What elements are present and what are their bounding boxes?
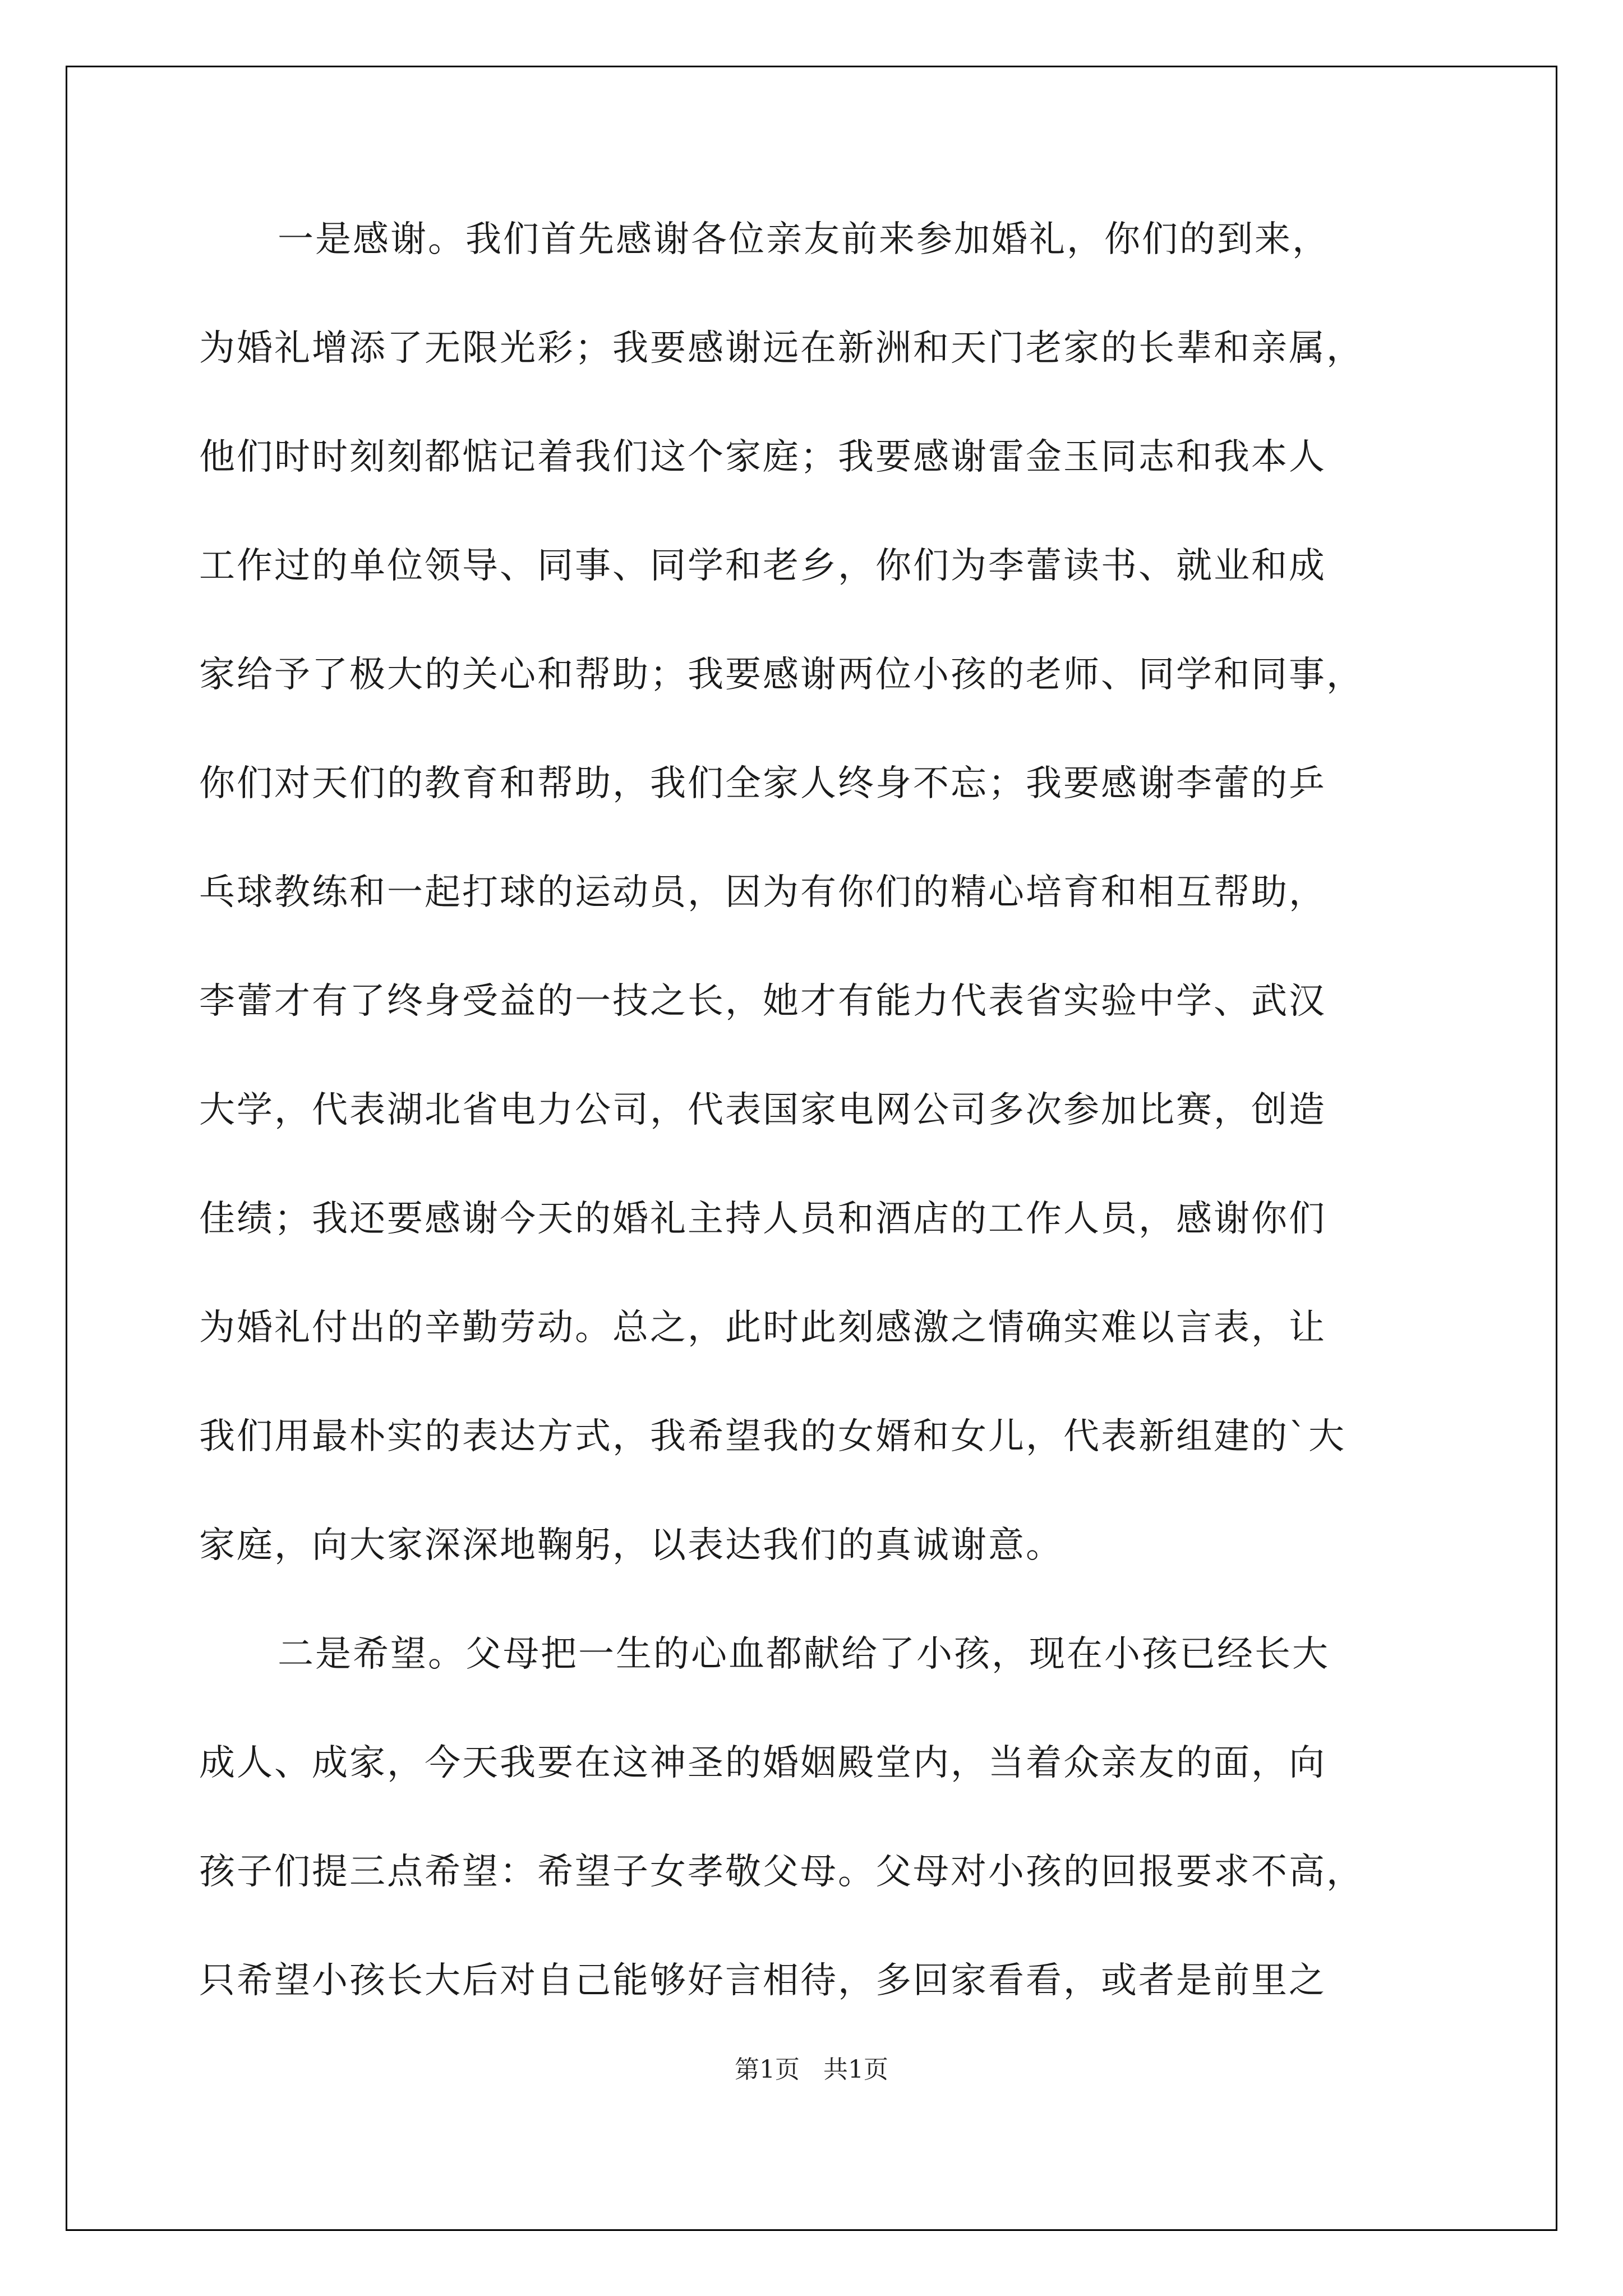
text-line: 大学，代表湖北省电力公司，代表国家电网公司多次参加比赛，创造 [199, 1089, 1326, 1131]
page-footer [0, 2053, 1623, 2087]
text-line: 李蕾才有了终身受益的一技之长，她才有能力代表省实验中学、武汉 [199, 981, 1326, 1022]
text-line: 只希望小孩长大后对自己能够好言相待，多回家看看，或者是前里之 [199, 1960, 1326, 2001]
page-number: 第1页 [735, 2055, 800, 2084]
text-line: 他们时时刻刻都惦记着我们这个家庭；我要感谢雷金玉同志和我本人 [199, 436, 1326, 478]
text-line: 一是感谢。我们首先感谢各位亲友前来参加婚礼，你们的到来， [278, 219, 1330, 260]
text-line: 乓球教练和一起打球的运动员，因为有你们的精心培育和相互帮助， [199, 872, 1326, 913]
text-line: 二是希望。父母把一生的心血都献给了小孩，现在小孩已经长大 [278, 1634, 1330, 1675]
text-line: 为婚礼增添了无限光彩；我要感谢远在新洲和天门老家的长辈和亲属， [199, 328, 1364, 369]
document-body [199, 185, 1450, 2035]
text-line: 孩子们提三点希望：希望子女孝敬父母。父母对小孩的回报要求不高， [199, 1851, 1364, 1893]
text-line: 佳绩；我还要感谢今天的婚礼主持人员和酒店的工作人员，感谢你们 [199, 1198, 1326, 1240]
page-total: 共1页 [823, 2055, 888, 2084]
text-line: 你们对天们的教育和帮助，我们全家人终身不忘；我要感谢李蕾的乒 [199, 763, 1326, 804]
text-line: 为婚礼付出的辛勤劳动。总之，此时此刻感激之情确实难以言表，让 [199, 1307, 1326, 1349]
text-line: 成人、成家，今天我要在这神圣的婚姻殿堂内，当着众亲友的面，向 [199, 1742, 1326, 1784]
text-line: 我们用最朴实的表达方式，我希望我的女婿和女儿，代表新组建的`大 [199, 1416, 1346, 1457]
text-line: 家庭，向大家深深地鞠躬，以表达我们的真诚谢意。 [199, 1525, 1063, 1566]
text-line: 家给予了极大的关心和帮助；我要感谢两位小孩的老师、同学和同事， [199, 654, 1364, 696]
text-line: 工作过的单位领导、同事、同学和老乡，你们为李蕾读书、就业和成 [199, 545, 1326, 587]
